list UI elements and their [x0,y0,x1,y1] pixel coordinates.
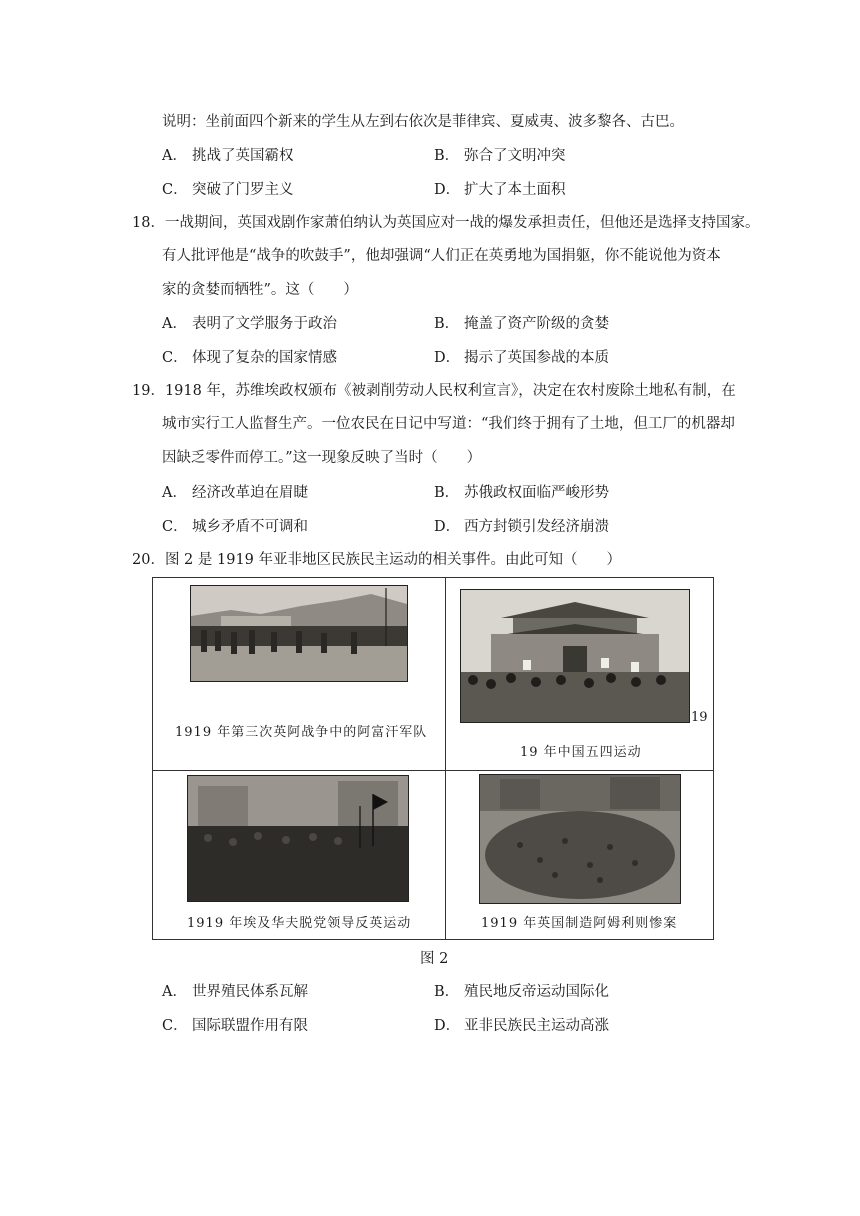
option-letter: C． [162,350,188,366]
table-divider-vertical [445,578,446,939]
q17-option-d[interactable] [434,180,566,200]
option-letter: B． [434,316,460,332]
q17-option-a[interactable] [162,146,294,166]
option-text: 扩大了本土面积 [464,182,566,198]
table-divider-horizontal [153,770,713,771]
q18-stem-line-1: 18．一战期间，英国戏剧作家萧伯纳认为英国应对一战的爆发承担责任，但他还是选择支持国家。 [132,215,760,231]
q18-option-b[interactable] [434,314,609,334]
option-letter: A． [162,984,187,1000]
q20-option-c[interactable] [162,1016,308,1036]
q18-option-a[interactable] [162,314,337,334]
option-text: 体现了复杂的国家情感 [192,350,337,366]
option-text: 突破了门罗主义 [192,182,294,198]
q18-stem-line-2: 有人批评他是“战争的吹鼓手”，他却强调“人们正在英勇地为国捐躯，你不能说他为资本 [162,248,721,264]
photo-afghan-army [190,585,408,682]
caption-may-fourth: 19 年中国五四运动 [520,745,642,760]
photo-egypt-wafd [187,775,409,902]
option-text: 揭示了英国参战的本质 [464,350,609,366]
q18-option-d[interactable] [434,348,609,368]
option-text: 表明了文学服务于政治 [192,316,337,332]
option-text: 城乡矛盾不可调和 [192,519,308,535]
q18-stem-line-3: 家的贪婪而牺牲”。这（ ） [162,282,358,298]
stray-number: 19 [691,710,708,725]
q19-option-c[interactable] [162,517,308,537]
q17-option-c[interactable] [162,180,294,200]
option-text: 西方封锁引发经济崩溃 [464,519,609,535]
option-text: 亚非民族民主运动高涨 [464,1018,609,1034]
q17-note: 说明：坐前面四个新来的学生从左到右依次是菲律宾、夏威夷、波多黎各、古巴。 [162,114,684,130]
option-letter: D． [434,1018,461,1034]
option-text: 掩盖了资产阶级的贪婪 [464,316,609,332]
option-text: 世界殖民体系瓦解 [192,984,308,1000]
option-letter: C． [162,519,188,535]
q20-option-a[interactable] [162,982,308,1002]
q19-stem-line-3: 因缺乏零件而停工。”这一现象反映了当时（ ） [162,450,482,466]
option-text: 国际联盟作用有限 [192,1018,308,1034]
option-text: 苏俄政权面临严峻形势 [464,485,609,501]
option-letter: A． [162,316,187,332]
q20-option-b[interactable] [434,982,609,1002]
option-letter: B． [434,984,460,1000]
option-text: 挑战了英国霸权 [192,148,294,164]
option-letter: B． [434,485,460,501]
caption-amritsar: 1919 年英国制造阿姆利则惨案 [481,916,678,931]
photo-amritsar [479,774,681,904]
option-letter: B． [434,148,460,164]
option-letter: D． [434,350,461,366]
q19-option-d[interactable] [434,517,609,537]
q19-option-a[interactable] [162,483,308,503]
q19-stem-line-1: 19．1918 年，苏维埃政权颁布《被剥削劳动人民权利宣言》，决定在农村废除土地私有制，在 [132,383,736,399]
q17-option-b[interactable] [434,146,566,166]
caption-egypt-wafd: 1919 年埃及华夫脱党领导反英运动 [187,916,412,931]
q19-stem-line-2: 城市实行工人监督生产。一位农民在日记中写道：“我们终于拥有了土地，但工厂的机器却 [162,416,735,432]
q19-option-b[interactable] [434,483,609,503]
option-letter: C． [162,1018,188,1034]
option-letter: D． [434,182,461,198]
option-letter: C． [162,182,188,198]
photo-may-fourth [460,589,690,723]
figure-label: 图 2 [420,951,449,967]
option-letter: A． [162,148,187,164]
q18-option-c[interactable] [162,348,337,368]
option-text: 殖民地反帝运动国际化 [464,984,609,1000]
option-text: 经济改革迫在眉睫 [192,485,308,501]
figure-2-table [152,577,714,940]
option-letter: A． [162,485,187,501]
caption-afghan-army: 1919 年第三次英阿战争中的阿富汗军队 [175,725,428,740]
q20-option-d[interactable] [434,1016,609,1036]
option-letter: D． [434,519,461,535]
q20-stem: 20．图 2 是 1919 年亚非地区民族民主运动的相关事件。由此可知（ ） [132,552,622,568]
option-text: 弥合了文明冲突 [464,148,566,164]
